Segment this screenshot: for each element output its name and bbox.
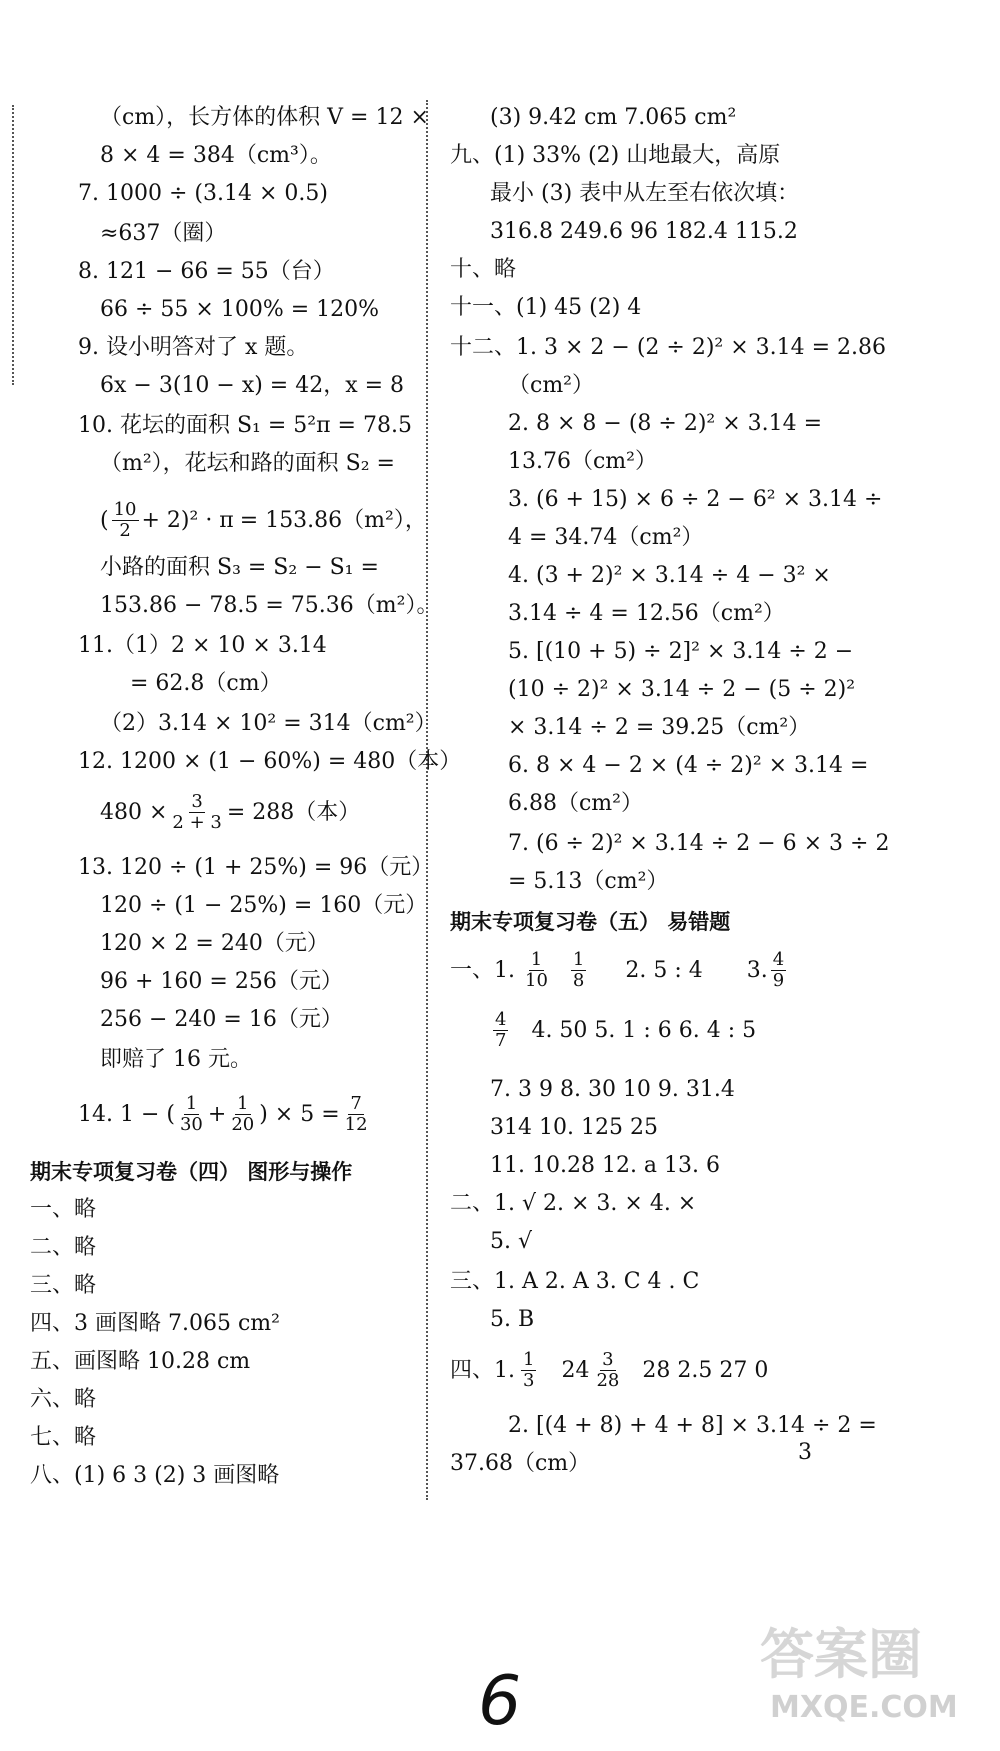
answer-line: 三、1. A 2. A 3. C 4 . C	[450, 1269, 700, 1294]
answer-item: 4. 50 5. 1 : 6 6. 4 : 5	[531, 1017, 757, 1043]
answer-line: 2. 8 × 8 − (8 ÷ 2)² × 3.14 =	[508, 411, 823, 436]
answer-line: 11. 10.28 12. a 13. 6	[490, 1153, 721, 1178]
left-margin-dotted-line	[12, 105, 14, 385]
answer-line: 二、1. √ 2. × 3. × 4. ×	[450, 1191, 697, 1216]
expression: 480 ×	[100, 799, 168, 825]
answer-line: × 3.14 ÷ 2 = 39.25（cm²）	[508, 715, 811, 740]
answer-line: 10. 花坛的面积 S₁ = 5²π = 78.5	[78, 413, 412, 438]
answer-line: 4. (3 + 2)² × 3.14 ÷ 4 − 3² ×	[508, 563, 831, 588]
answer-line: 八、(1) 6 3 (2) 3 画图略	[30, 1463, 280, 1488]
column-divider-dotted-line	[426, 100, 428, 1500]
answer-line: 37.68（cm）	[450, 1451, 591, 1476]
answer-line: 8 × 4 = 384（cm³）。	[100, 143, 332, 168]
answer-line: 13.76（cm²）	[508, 449, 657, 474]
answer-line: = 62.8（cm）	[130, 671, 282, 696]
answer-line: 小路的面积 S₃ = S₂ − S₁ =	[100, 555, 379, 580]
answer-line: 即赔了 16 元。	[100, 1047, 252, 1072]
section-heading: 期末专项复习卷（四） 图形与操作	[30, 1160, 353, 1184]
answer-line: 最小 (3) 表中从左至右依次填：	[490, 181, 800, 206]
answer-line: 5. B	[490, 1307, 535, 1332]
answer-line: 7. (6 ÷ 2)² × 3.14 ÷ 2 − 6 × 3 ÷ 2	[508, 831, 890, 856]
answer-line: (3) 9.42 cm 7.065 cm²	[490, 105, 737, 130]
answer-line: 7. 3 9 8. 30 10 9. 31.4	[490, 1077, 735, 1102]
answer-line-with-fraction	[490, 1010, 756, 1051]
answer-line: 七、略	[30, 1425, 97, 1450]
fraction: $\frac{1}{20}$	[231, 1093, 255, 1135]
answer-line: 三、略	[30, 1273, 97, 1298]
fraction: $\frac{7}{12}$	[344, 1093, 368, 1135]
expression: 14. 1 − (	[78, 1101, 175, 1127]
answer-line: 五、画图略 10.28 cm	[30, 1349, 251, 1374]
fraction: $\frac{1}{8}$	[572, 949, 585, 991]
page-number: 3	[798, 1440, 812, 1465]
answer-item: 28 2.5 27 0	[642, 1357, 769, 1383]
answer-line: 4 = 34.74（cm²）	[508, 525, 704, 550]
answer-line: 12. 1200 × (1 − 60%) = 480（本）	[78, 749, 462, 774]
answer-line: 十二、1. 3 × 2 − (2 ÷ 2)² × 3.14 = 2.86	[450, 335, 887, 360]
answer-line-with-fraction	[450, 950, 789, 991]
answer-line: 120 × 2 = 240（元）	[100, 931, 329, 956]
answer-line: 8. 121 − 66 = 55（台）	[78, 259, 335, 284]
fraction: $\frac{1}{30}$	[179, 1093, 203, 1135]
answer-line: 6.88（cm²）	[508, 791, 643, 816]
answer-line: 3.14 ÷ 4 = 12.56（cm²）	[508, 601, 785, 626]
answer-line: 5. √	[490, 1229, 533, 1254]
answer-line: 十一、(1) 45 (2) 4	[450, 295, 642, 320]
answer-line-with-fraction	[100, 500, 427, 541]
answer-line: 5. [(10 + 5) ÷ 2]² × 3.14 ÷ 2 −	[508, 639, 854, 664]
expression: = 288（本）	[226, 799, 361, 825]
fraction: $\frac{4}{7}$	[495, 1009, 507, 1051]
fraction: $\frac{4}{9}$	[772, 949, 785, 991]
answer-line: （m²），花坛和路的面积 S₂ =	[100, 451, 395, 476]
answer-line-with-fraction	[100, 792, 360, 833]
answer-item: 2. 5 : 4	[625, 957, 703, 983]
answer-line: （2）3.14 × 10² = 314（cm²）	[100, 711, 437, 736]
item-label: 四、1.	[450, 1357, 515, 1383]
answer-line: ≈637（圈）	[100, 221, 227, 246]
item-label: 3.	[746, 957, 768, 983]
watermark-url: MXQE.COM	[770, 1690, 958, 1725]
item-label: 一、1.	[450, 957, 515, 983]
answer-line: 314 10. 125 25	[490, 1115, 658, 1140]
answer-line: 二、略	[30, 1235, 97, 1260]
answer-line: 316.8 249.6 96 182.4 115.2	[490, 219, 798, 244]
answer-line: 四、3 画图略 7.065 cm²	[30, 1311, 280, 1336]
answer-line: 66 ÷ 55 × 100% = 120%	[100, 297, 380, 322]
answer-line-with-fraction	[450, 1350, 768, 1391]
fraction: $\frac{1}{3}$	[523, 1349, 535, 1391]
fraction: $\frac{10}{2}$	[113, 499, 137, 541]
answer-line: 9. 设小明答对了 x 题。	[78, 335, 309, 360]
answer-line: 256 − 240 = 16（元）	[100, 1007, 343, 1032]
answer-line: 一、略	[30, 1197, 97, 1222]
answer-line: 6. 8 × 4 − 2 × (4 ÷ 2)² × 3.14 =	[508, 753, 869, 778]
answer-line: 十、略	[450, 257, 517, 282]
answer-line: （cm），长方体的体积 V = 12 ×	[100, 105, 429, 130]
expression: = 153.86（m²），	[239, 507, 427, 533]
answer-line-with-fraction	[78, 1094, 373, 1135]
plus-sign: +	[207, 1101, 227, 1127]
section-heading: 期末专项复习卷（五） 易错题	[450, 910, 731, 934]
answer-line: 96 + 160 = 256（元）	[100, 969, 343, 994]
answer-line: （cm²）	[508, 373, 595, 398]
answer-line: 九、(1) 33% (2) 山地最大，高原	[450, 143, 781, 168]
answer-line: 2. [(4 + 8) + 4 + 8] × 3.14 ÷ 2 =	[508, 1413, 877, 1438]
answer-line: 13. 120 ÷ (1 + 25%) = 96（元）	[78, 855, 434, 880]
answer-line: 7. 1000 ÷ (3.14 × 0.5)	[78, 181, 328, 206]
watermark-brand: 答案圈	[760, 1623, 922, 1686]
fraction: $\frac{3}{2 + 3}$	[172, 791, 222, 833]
answer-line: 153.86 − 78.5 = 75.36（m²）。	[100, 593, 439, 618]
answer-line: 3. (6 + 15) × 6 ÷ 2 − 6² × 3.14 ÷	[508, 487, 883, 512]
fraction: $\frac{1}{10}$	[525, 949, 548, 991]
expression: ) × 5 =	[259, 1101, 340, 1127]
mixed-number: 24 $\frac{3}{28}$	[561, 1349, 620, 1391]
answer-line: (10 ÷ 2)² × 3.14 ÷ 2 − (5 ÷ 2)²	[508, 677, 856, 702]
answer-line: = 5.13（cm²）	[508, 869, 669, 894]
paren-open: (	[100, 507, 109, 533]
handwritten-mark: 6	[478, 1662, 522, 1741]
answer-line: 120 ÷ (1 − 25%) = 160（元）	[100, 893, 428, 918]
answer-line: 6x − 3(10 − x) = 42，x = 8	[100, 373, 405, 398]
expression: + 2)² · π	[141, 507, 234, 533]
answer-line: 11.（1）2 × 10 × 3.14	[78, 633, 327, 658]
fraction: $\frac{3}{28}$	[596, 1349, 620, 1391]
answer-line: 六、略	[30, 1387, 97, 1412]
